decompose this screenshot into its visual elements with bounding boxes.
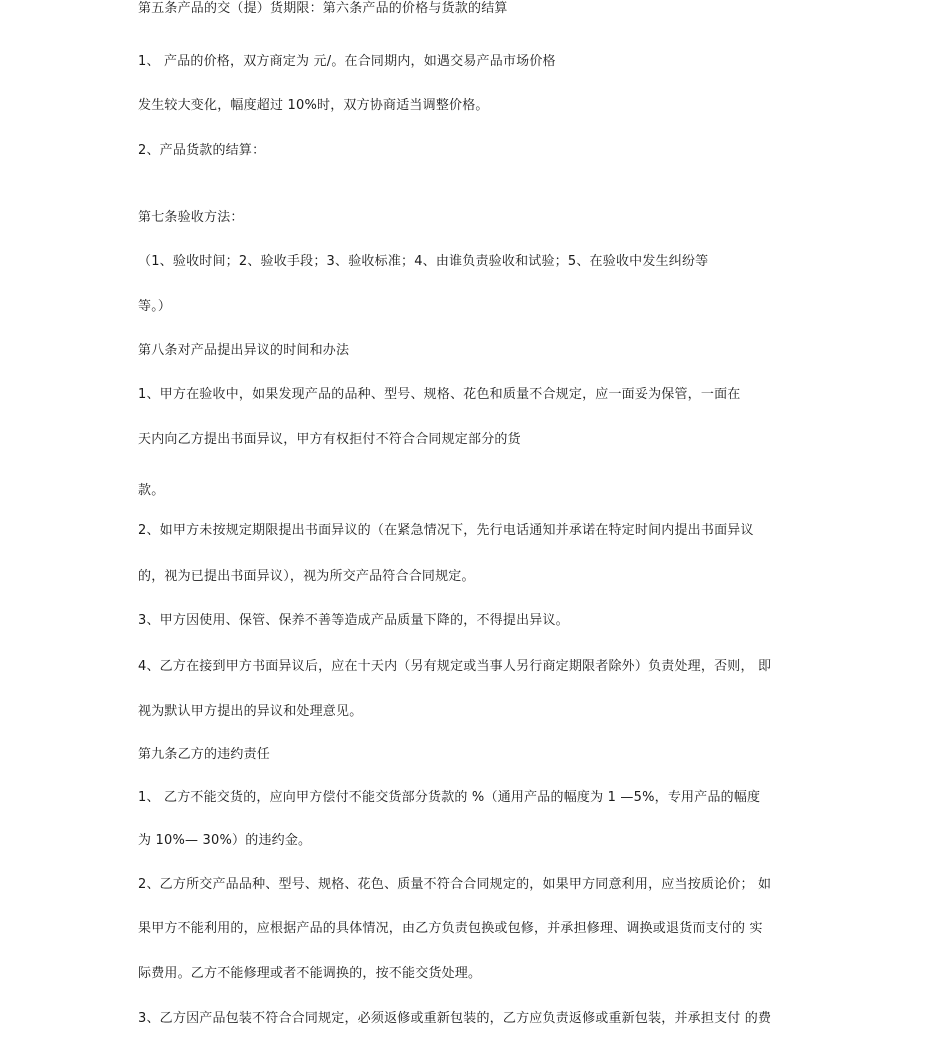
objection-clause-1-line-2: 天内向乙方提出书面异议，甲方有权拒付不符合合同规定部分的货: [138, 432, 521, 447]
inspection-items-line-1: （1、验收时间；2、验收手段；3、验收标准；4、由谁负责验收和试验；5、在验收中发生纠纷等: [138, 254, 709, 269]
liability-clause-1-line-1: 1、 乙方不能交货的，应向甲方偿付不能交货部分货款的 %（通用产品的幅度为 1 —5%，专用产品的幅度: [138, 790, 761, 805]
objection-clause-1-line-3: 款。: [138, 483, 165, 498]
price-clause-line-1: 1、 产品的价格，双方商定为 元/。在合同期内，如遇交易产品市场价格: [138, 54, 556, 69]
liability-clause-2-line-3: 际费用。乙方不能修理或者不能调换的，按不能交货处理。: [138, 966, 482, 981]
objection-clause-3: 3、甲方因使用、保管、保养不善等造成产品质量下降的，不得提出异议。: [138, 613, 569, 628]
settlement-clause: 2、产品货款的结算：: [138, 143, 266, 158]
price-clause-line-2: 发生较大变化，幅度超过 10%时，双方协商适当调整价格。: [138, 98, 489, 113]
objection-clause-1-line-1: 1、甲方在验收中，如果发现产品的品种、型号、规格、花色和质量不合规定，应一面妥为保管，一面在: [138, 387, 741, 402]
liability-clause-2-line-1: 2、乙方所交产品品种、型号、规格、花色、质量不符合合同规定的，如果甲方同意利用，应当按质论价； 如: [138, 877, 772, 892]
article-7-heading: 第七条验收方法：: [138, 210, 244, 225]
liability-clause-3-line-1: 3、乙方因产品包装不符合合同规定，必须返修或重新包装的，乙方应负责返修或重新包装，并承担支付 的费: [138, 1011, 772, 1026]
objection-clause-4-line-2: 视为默认甲方提出的异议和处理意见。: [138, 704, 363, 719]
article-9-heading: 第九条乙方的违约责任: [138, 747, 271, 762]
objection-clause-2-line-1: 2、如甲方未按规定期限提出书面异议的（在紧急情况下，先行电话通知并承诺在特定时间内提出书面异议: [138, 523, 754, 538]
liability-clause-1-line-2: 为 10%— 30%）的违约金。: [138, 833, 312, 848]
inspection-items-line-2: 等。）: [138, 299, 172, 314]
liability-clause-2-line-2: 果甲方不能利用的，应根据产品的具体情况，由乙方负责包换或包修，并承担修理、调换或退货而支付的 实: [138, 921, 763, 936]
objection-clause-2-line-2: 的，视为已提出书面异议），视为所交产品符合合同规定。: [138, 569, 475, 584]
article-8-heading: 第八条对产品提出异议的时间和办法: [138, 343, 350, 358]
objection-clause-4-line-1: 4、乙方在接到甲方书面异议后，应在十天内（另有规定或当事人另行商定期限者除外）负责处理，否则， 即: [138, 659, 772, 674]
article-5-6-heading: 第五条产品的交（提）货期限：第六条产品的价格与货款的结算: [138, 1, 508, 16]
